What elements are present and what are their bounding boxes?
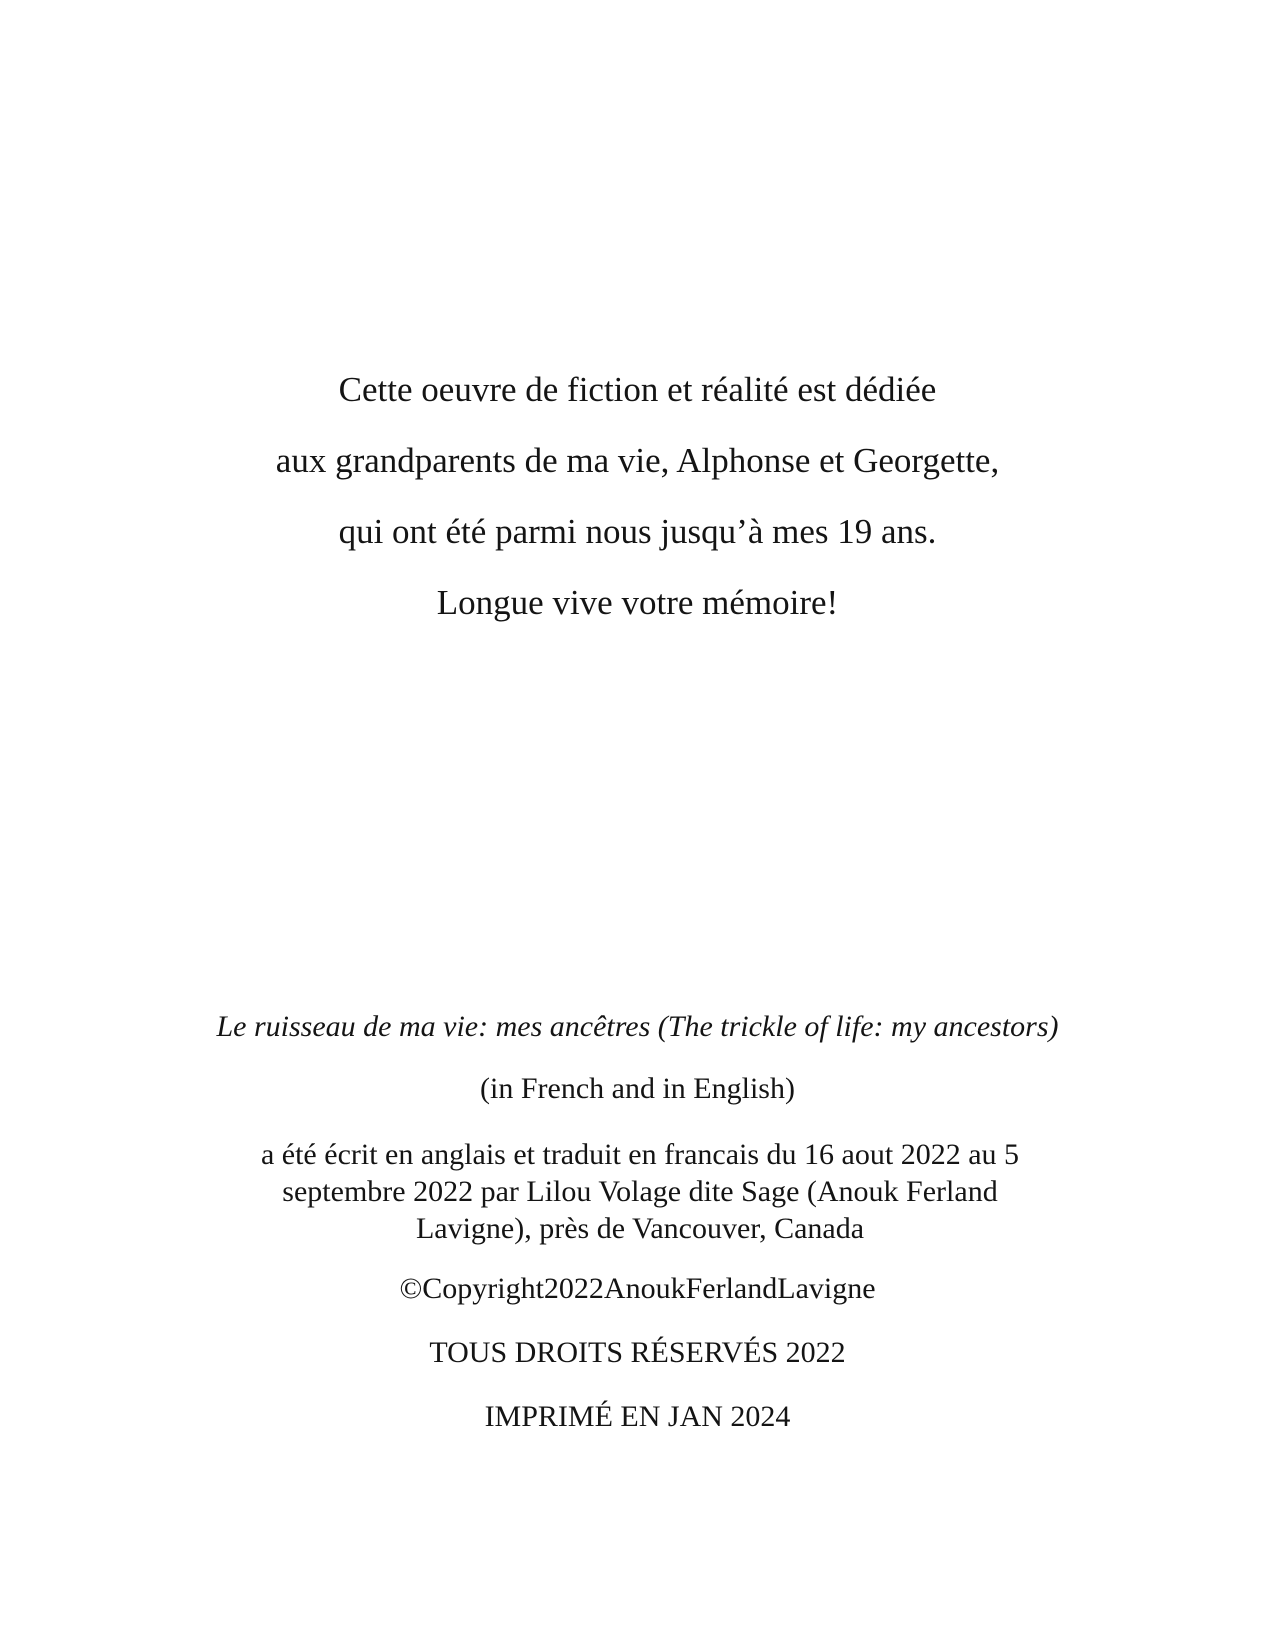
dedication xyxy=(0,354,1275,638)
dedication-line: Cette oeuvre de fiction et réalité est dédiée xyxy=(338,370,937,409)
dedication-line: Longue vive votre mémoire! xyxy=(436,583,839,622)
language-note: (in French and in English) xyxy=(480,1072,795,1105)
authorship-line: septembre 2022 par Lilou Volage dite Sage (Anouk Ferland xyxy=(282,1175,998,1208)
copyright-notice: ©Copyright2022AnoukFerlandLavigne xyxy=(399,1272,876,1305)
dedication-line: aux grandparents de ma vie, Alphonse et Georgette, xyxy=(275,441,1000,480)
book-title: Le ruisseau de ma vie: mes ancêtres (The trickle of life: my ancestors) xyxy=(216,1010,1059,1043)
print-date: IMPRIMÉ EN JAN 2024 xyxy=(484,1400,791,1433)
authorship-line: Lavigne), près de Vancouver, Canada xyxy=(415,1212,865,1245)
authorship-line: a été écrit en anglais et traduit en francais du 16 aout 2022 au 5 xyxy=(260,1138,1020,1171)
rights-reserved: TOUS DROITS RÉSERVÉS 2022 xyxy=(429,1336,846,1369)
authorship-statement xyxy=(210,1136,1070,1247)
dedication-line: qui ont été parmi nous jusqu’à mes 19 ans. xyxy=(338,512,937,551)
